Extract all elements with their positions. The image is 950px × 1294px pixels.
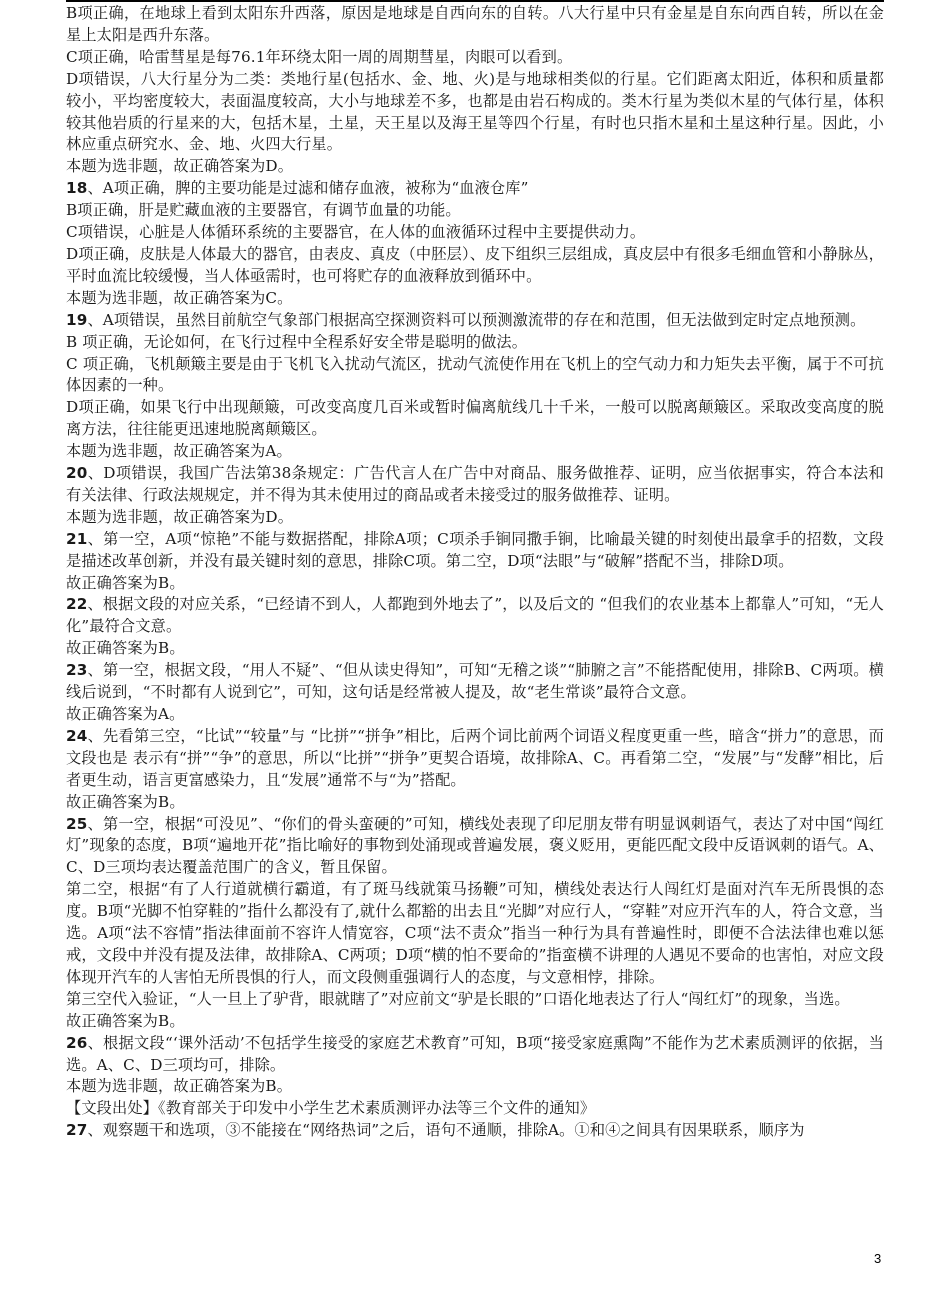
paragraph: D项正确，如果飞行中出现颠簸，可改变高度几百米或暂时偏离航线几十千米，一般可以脱离颠簸区。采取改变高度的脱离方法，往往能更迅速地脱离颠簸区。 [66,398,884,439]
paragraph: B 项正确，无论如何，在飞行过程中全程系好安全带是聪明的做法。 [66,332,528,351]
question-number: 19 [66,310,88,329]
question-number: 22 [66,595,88,614]
paragraph: 故正确答案为B。 [66,1011,185,1030]
page-number: 3 [874,1251,882,1266]
paragraph: 故正确答案为A。 [66,705,185,723]
paragraph: 本题为选非题，故正确答案为C。 [66,288,293,307]
question-18: 18、A项正确，脾的主要功能是过滤和储存血液，被称为“血液仓库” [66,179,529,198]
paragraph: 本题为选非题，故正确答案为B。 [66,1077,293,1096]
question-24: 24、先看第三空，“比试”“较量”与 “比拼”“拼争”相比，后两个词比前两个词语义程度更重一些，暗含“拼力”的意思，而文段也是 表示有“拼”“争”的意思，所以“比拼”“拼争”更契合语境，故排除A、C。再看第二空，“发展”与“发酵”相比，后者更生动，语言更富感染力，且“发展”通常不与“为”搭配。 [66,726,884,789]
paragraph: 本题为选非题，故正确答案为D。 [66,157,294,176]
paragraph: D项正确，皮肤是人体最大的器官，由表皮、真皮（中胚层）、皮下组织三层组成，真皮层中有很多毛细血管和小静脉丛，平时血流比较缓慢，当人体亟需时，也可将贮存的血液释放到循环中。 [66,244,884,285]
source-citation: 【文段出处】《教育部关于印发中小学生艺术素质测评办法等三个文件的通知》 [66,1099,596,1118]
document-body [66,3,884,1142]
question-number: 26 [66,1033,88,1052]
paragraph: D项错误，八大行星分为二类：类地行星(包括水、金、地、火)是与地球相类似的行星。它们距离太阳近，体积和质量都较小，平均密度较大，表面温度较高，大小与地球差不多，也都是由岩石构成的。类木行星为类似木星的气体行星，体积较其他岩质的行星来的大，包括木星，土星，天王星以及海王星等四个行星，有时也只指木星和土星这种行星。因此，小林应重点研究水、金、地、火四大行星。 [66,69,884,154]
question-25: 25、第一空，根据“可没见”、“你们的骨头蛮硬的”可知，横线处表现了印尼朋友带有明显讽刺语气，表达了对中国“闯红灯”现象的态度，B项“遍地开花”指比喻好的事物到处涌现或普遍发展，褒义贬用，更能匹配文段中反语讽刺的语气。A、C、D三项均表达覆盖范围广的含义，暂且保留。 [66,814,884,877]
question-number: 24 [66,726,88,745]
paragraph: 本题为选非题，故正确答案为D。 [66,507,294,526]
paragraph: 本题为选非题，故正确答案为A。 [66,442,292,461]
question-19: 19、A项错误，虽然目前航空气象部门根据高空探测资料可以预测激流带的存在和范围，但无法做到定时定点地预测。 [66,310,866,329]
paragraph: B项正确，在地球上看到太阳东升西落，原因是地球是自西向东的自转。八大行星中只有金星是自东向西自转，所以在金星上太阳是西升东落。 [66,4,884,44]
question-number: 27 [66,1121,88,1140]
paragraph: C 项正确，飞机颠簸主要是由于飞机飞入扰动气流区，扰动气流使作用在飞机上的空气动力和力矩失去平衡，属于不可抗体因素的一种。 [66,354,884,395]
paragraph: 故正确答案为B。 [66,792,185,811]
question-number: 21 [66,529,88,548]
header-rule [66,0,884,2]
question-26: 26、根据文段“‘课外活动’不包括学生接受的家庭艺术教育”可知，B项“接受家庭熏陶”不能作为艺术素质测评的依据，当选。A、C、D三项均可，排除。 [66,1033,884,1074]
paragraph: C项错误，心脏是人体循环系统的主要器官，在人体的血液循环过程中主要提供动力。 [66,223,646,242]
question-number: 23 [66,661,88,680]
question-23: 23、第一空，根据文段，“用人不疑”、“但从读史得知”，可知“无稽之谈”“肺腑之言”不能搭配使用，排除B、C两项。横线后说到，“不时都有人说到它”，可知，这句话是经常被人提及，故“老生常谈”最符合文意。 [66,661,884,702]
paragraph: 第三空代入验证，“人一旦上了驴背，眼就瞎了”对应前文“驴是长眼的”口语化地表达了行人“闯红灯”的现象，当选。 [66,989,850,1008]
question-number: 20 [66,464,88,483]
paragraph: B项正确，肝是贮藏血液的主要器官，有调节血量的功能。 [66,201,461,220]
paragraph: 故正确答案为B。 [66,639,185,658]
paragraph: C项正确，哈雷彗星是每76.1年环绕太阳一周的周期彗星，肉眼可以看到。 [66,47,573,66]
paragraph: 第二空，根据“有了人行道就横行霸道，有了斑马线就策马扬鞭”可知，横线处表达行人闯红灯是面对汽车无所畏惧的态度。B项“光脚不怕穿鞋的”指什么都没有了,就什么都豁的出去且“光脚”对应行人，“穿鞋”对应开汽车的人，符合文意，当选。A项“法不容情”指法律面前不容许人情宽容，C项“法不责众”指当一种行为具有普遍性时，即便不合法法律也难以惩戒，文段中并没有提及法律，故排除A、C两项；D项“横的怕不要命的”指蛮横不讲理的人遇见不要命的也害怕，对应文段体现开汽车的人害怕无所畏惧的行人，而文段侧重强调行人的态度，与文意相悖，排除。 [66,880,884,986]
question-22: 22、根据文段的对应关系，“已经请不到人，人都跑到外地去了”，以及后文的 “但我们的农业基本上都靠人”可知，“无人化”最符合文意。 [66,595,884,636]
paragraph: 故正确答案为B。 [66,573,185,592]
question-number: 25 [66,814,88,833]
question-20: 20、D项错误，我国广告法第38条规定：广告代言人在广告中对商品、服务做推荐、证明，应当依据事实，符合本法和有关法律、行政法规规定，并不得为其未使用过的商品或者未接受过的服务做推荐、证明。 [66,464,884,504]
question-number: 18 [66,179,88,198]
question-27: 27、观察题干和选项，③不能接在“网络热词”之后，语句不通顺，排除A。①和④之间具有因果联系，顺序为 [66,1121,805,1140]
question-21: 21、第一空，A项“惊艳”不能与数据搭配，排除A项；C项杀手锏同撒手锏，比喻最关键的时刻使出最拿手的招数，文段是描述改革创新，并没有最关键时刻的意思，排除C项。第二空，D项“法眼”与“破解”搭配不当，排除D项。 [66,529,884,570]
